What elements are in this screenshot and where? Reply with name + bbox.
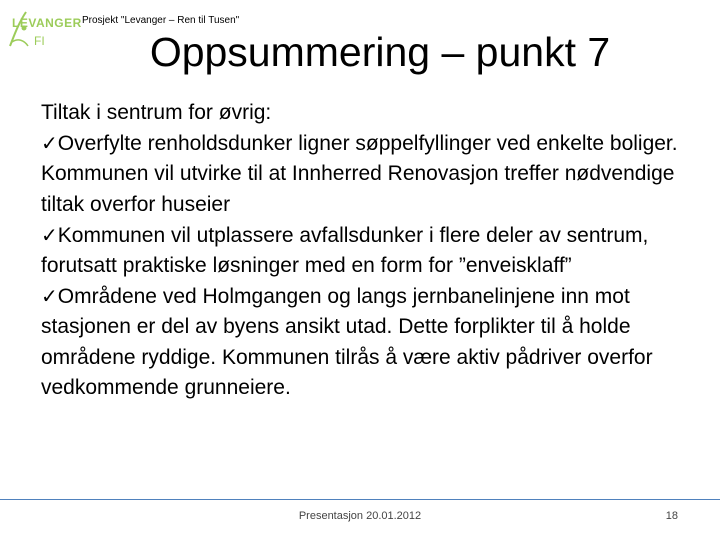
bullet-text: Kommunen vil utplassere avfallsdunker i flere deler av sentrum, forutsatt praktiske løsninger med en form for ”enveisklaff” [41,223,649,278]
footer-presentation-date: Presentasjon 20.01.2012 [298,510,422,522]
checkmark-icon: ✓ [41,131,58,156]
bullet-item [41,220,681,281]
slide-title: Oppsummering – punkt 7 [149,29,611,75]
checkmark-icon: ✓ [41,284,58,309]
bullet-item [41,128,681,220]
bullet-text: Områdene ved Holmgangen og langs jernbanelinjene inn mot stasjonen er del av byens ansikt utad. Dette forplikter til å holde områdene ryddige. Kommunen tilrås å være aktiv pådriver overfor vedkommende grunneiere. [41,285,653,399]
intro-text: Tiltak i sentrum for øvrig: [41,101,272,124]
bullet-text: Overfylte renholdsdunker ligner søppelfyllinger ved enkelte boliger. Kommunen vil utvirke til at Innherred Renovasjon treffer nødvendige tiltak overfor huseier [41,132,678,216]
logo-subtext: FI [34,34,45,48]
logo-text: LEVANGER [12,16,82,30]
checkmark-icon: ✓ [41,222,58,247]
bullet-item [41,281,681,403]
slide-body [41,98,681,403]
slide-number: 18 [665,510,678,522]
project-label: Prosjekt "Levanger – Ren til Tusen" [82,15,240,26]
footer-divider [0,499,720,500]
